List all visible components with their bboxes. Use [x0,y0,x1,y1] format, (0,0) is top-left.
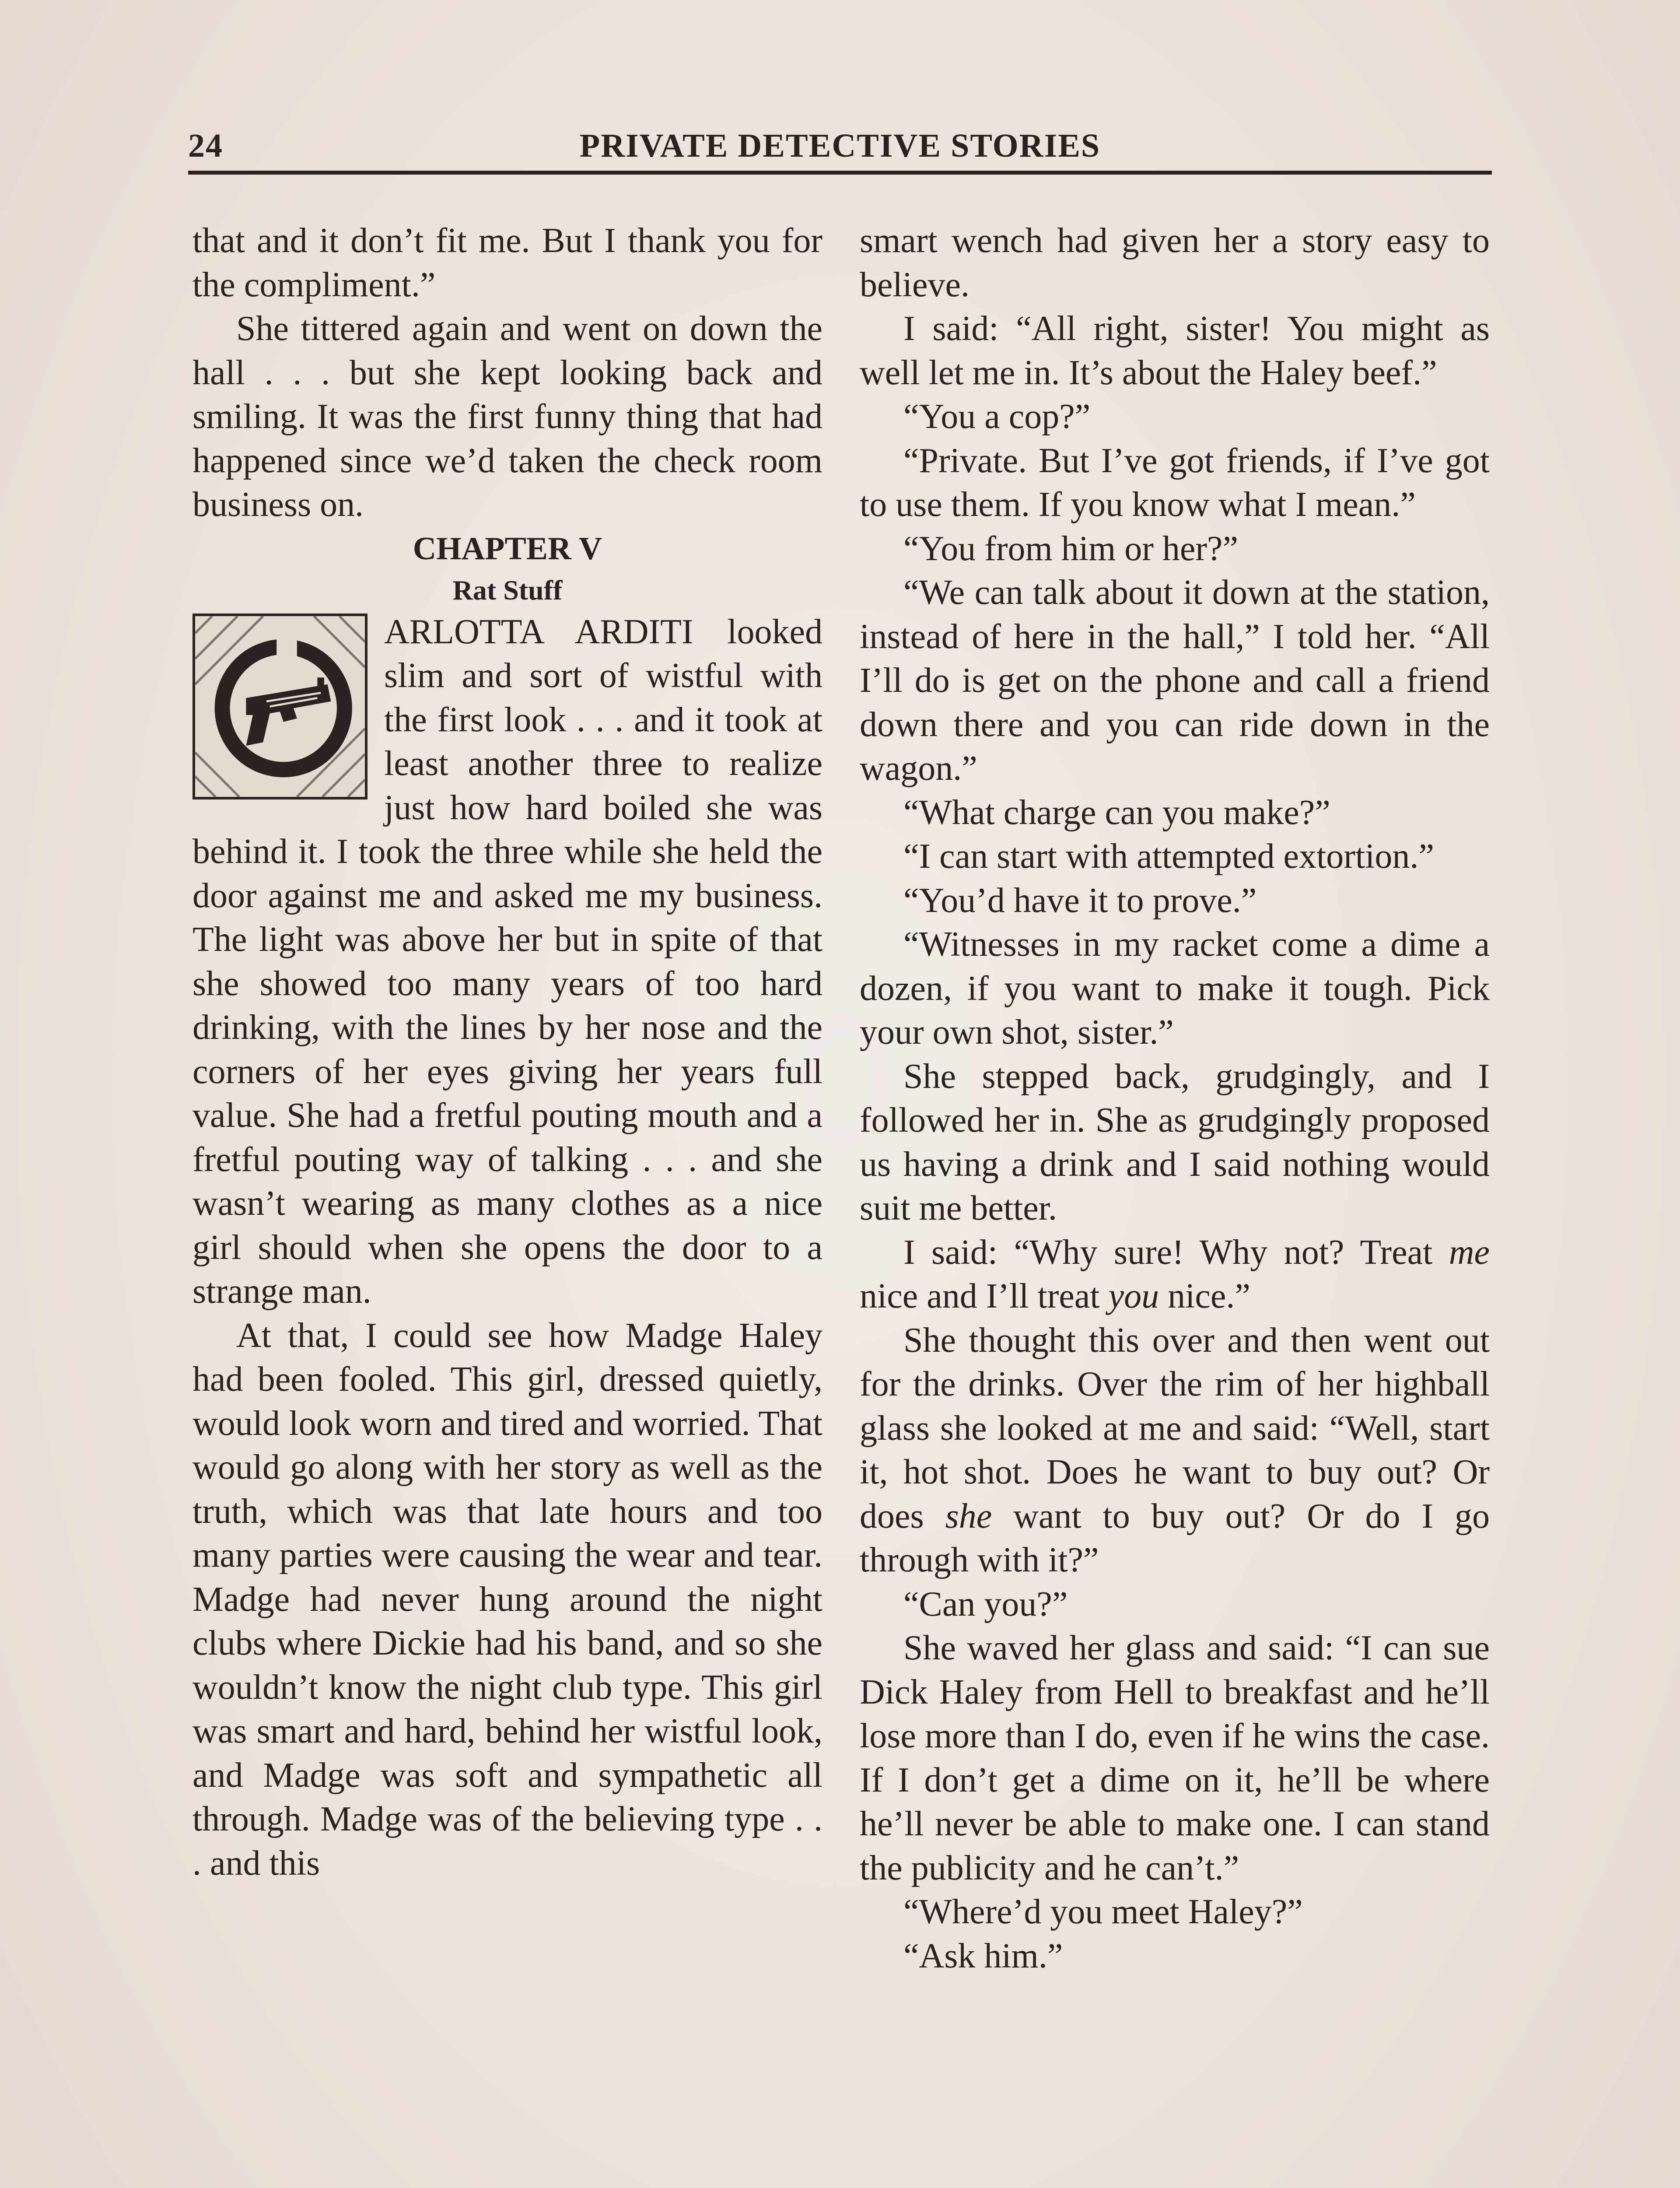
paragraph: She stepped back, grudgingly, and I followed her in. She as grudgingly proposed us having a drink and I said nothing would suit me better. [860,1057,1490,1227]
paragraph: “You a cop?” [903,397,1091,436]
paragraph: At that, I could see how Madge Haley had been fooled. This girl, dressed quietly, would look worn and tired and worried. That would go along with her story as well as the truth, which was that late hours and too many parties were causing the wear and tear. Madge had never hung around the night clubs where Dickie had his band, and so she wouldn’t know the night club type. This girl was smart and hard, behind her wistful look, and Madge was soft and sympathetic all through. Madge was of the believing type . . . and this [192,1316,822,1883]
italic-word: you [1108,1277,1159,1315]
dropcap-paragraph: ARLOTTA ARDITI looked slim and sort of wistful with the first look . . . and it took at least another three to realize just how hard boiled she was behind it. I took the three while she held the door against me and asked me my business. The light was above her but in spite of that she showed too many years of too hard drinking, with the lines by her nose and the corners of her eyes giving her years full value. She had a fretful pouting mouth and a fretful pouting way of talking . . . and she wasn’t wearing as many clothes as a nice girl should when she opens the door to a strange man. [192,612,822,1311]
right-column [860,219,1490,1978]
paragraph: “Private. But I’ve got friends, if I’ve got to use them. If you know what I mean.” [860,441,1490,524]
chapter-title: CHAPTER V [413,530,602,567]
paragraph: I said: “All right, sister! You might as well let me in. It’s about the Haley beef.” [860,309,1490,392]
header-rule [188,171,1492,175]
paragraph: “Can you?” [903,1585,1068,1623]
paragraph: “You’d have it to prove.” [903,881,1257,920]
text-run: She thought this over and then went out for the drinks. Over the rim of her highball glass she looked at me and said: “Well, start it, hot shot. Does he want to buy out? Or does [860,1321,1490,1536]
paragraph: “Where’d you meet Haley?” [903,1893,1303,1931]
text-run: I said: “Why sure! Why not? Treat [903,1233,1449,1272]
paragraph: “Witnesses in my racket come a dime a dozen, if you want to make it tough. Pick your own shot, sister.” [860,925,1490,1052]
page-number: 24 [188,127,223,164]
page-header [188,118,1492,166]
paragraph: “You from him or her?” [903,529,1239,568]
italic-word: she [945,1497,992,1536]
paragraph: “I can start with attempted extortion.” [903,837,1434,876]
text-run: want to buy out? Or do I go through with it?” [860,1497,1490,1579]
text-run: nice.” [1159,1277,1250,1315]
paragraph [860,1318,1490,1582]
paragraph: She tittered again and went on down the hall . . . but she kept looking back and smiling. It was the first funny thing that had happened since we’d taken the check room business on. [192,309,822,524]
paragraph: smart wench had given her a story easy to believe. [860,221,1490,304]
paragraph: “We can talk about it down at the station, instead of here in the hall,” I told her. “All I’ll do is get on the phone and call a friend down there and you can ride down in the wagon.” [860,573,1490,788]
italic-word: me [1449,1233,1490,1272]
paragraph [860,1231,1490,1318]
paragraph: “Ask him.” [903,1936,1063,1975]
paragraph: “What charge can you make?” [903,793,1330,832]
paragraph: She waved her glass and said: “I can sue Dick Haley from Hell to breakfast and he’ll lose more than I do, even if he wins the case. If I don’t get a dime on it, he’ll be where he’ll never be able to make one. I can stand the publicity and he can’t.” [860,1629,1490,1887]
pistol-in-circle-icon [192,614,368,799]
left-column [192,219,822,1885]
paragraph: that and it don’t fit me. But I thank you for the compliment.” [192,221,822,304]
chapter-subtitle: Rat Stuff [452,574,563,606]
text-run: nice and I’ll treat [860,1277,1109,1315]
running-title: PRIVATE DETECTIVE STORIES [579,127,1101,164]
